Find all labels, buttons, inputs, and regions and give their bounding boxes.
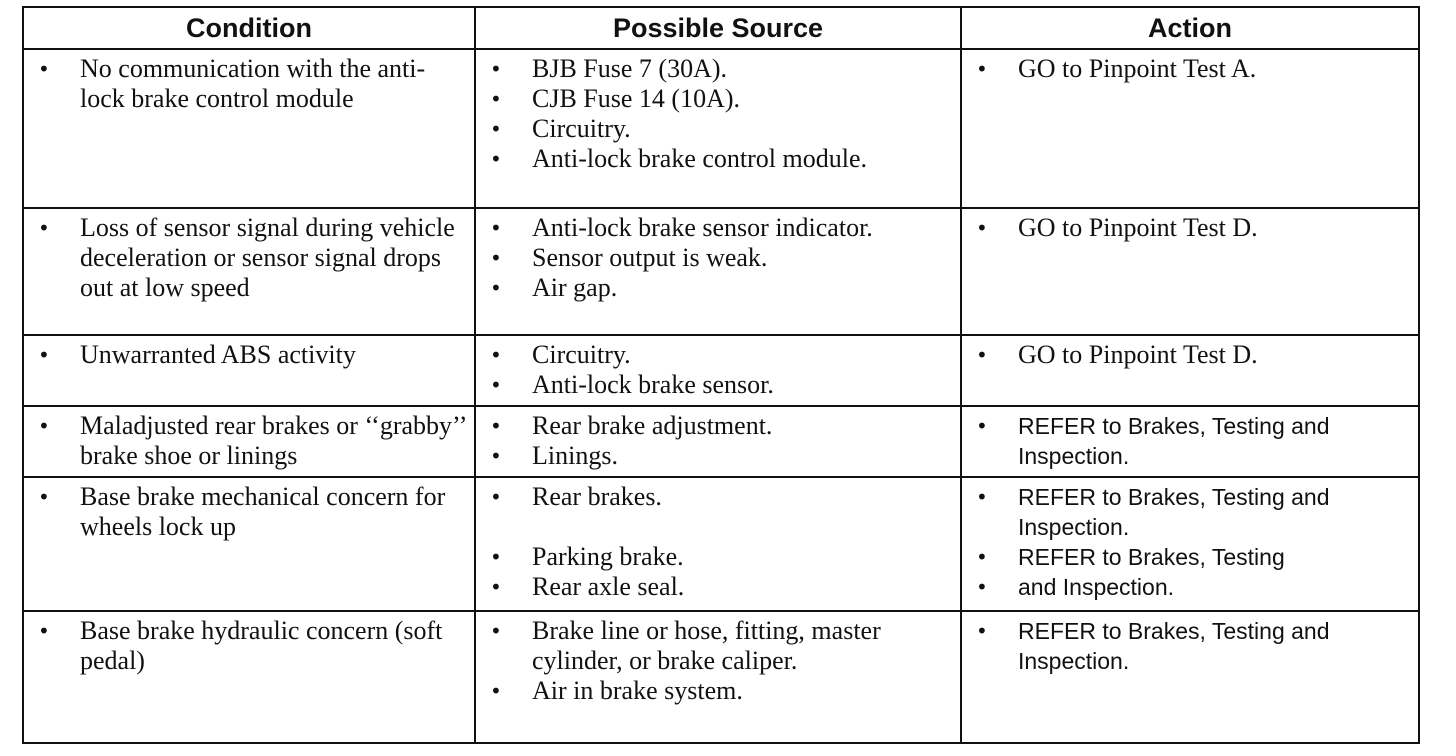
condition-cell — [23, 477, 475, 611]
condition-header: Condition — [23, 7, 475, 49]
action-item: • GO to Pinpoint Test A. — [974, 54, 1410, 84]
source-item: • Rear brake adjustment. — [488, 411, 952, 441]
source-cell — [475, 611, 961, 743]
action-cell — [961, 335, 1419, 406]
condition-item: • Loss of sensor signal during vehicle deceleration or sensor signal drops out at low speed — [36, 213, 466, 303]
source-item: • Sensor output is weak. — [488, 243, 952, 273]
condition-item: • Unwarranted ABS activity — [36, 340, 466, 370]
source-cell — [475, 208, 961, 336]
action-item: • REFER to Brakes, Testing and Inspection. — [974, 411, 1410, 471]
condition-item: • Base brake mechanical concern for wheels lock up — [36, 482, 466, 542]
action-header: Action — [961, 7, 1419, 49]
source-item: • Air in brake system. — [488, 676, 952, 706]
source-item: • BJB Fuse 7 (30A). — [488, 54, 952, 84]
action-item: • REFER to Brakes, Testing — [974, 542, 1410, 572]
action-item: • and Inspection. — [974, 572, 1410, 602]
action-item: • REFER to Brakes, Testing and Inspection. — [974, 616, 1410, 676]
condition-cell — [23, 611, 475, 743]
header-row — [23, 7, 1419, 49]
condition-cell — [23, 406, 475, 477]
table-row — [23, 611, 1419, 743]
condition-cell — [23, 208, 475, 336]
source-item: • Parking brake. — [488, 542, 952, 572]
source-cell — [475, 406, 961, 477]
table-row — [23, 477, 1419, 611]
source-item: • Circuitry. — [488, 114, 952, 144]
source-item: • Air gap. — [488, 273, 952, 303]
action-cell — [961, 477, 1419, 611]
action-item: • GO to Pinpoint Test D. — [974, 213, 1410, 243]
source-cell — [475, 477, 961, 611]
table-row — [23, 406, 1419, 477]
source-item: • Anti-lock brake sensor indicator. — [488, 213, 952, 243]
table-row — [23, 335, 1419, 406]
source-item: • Rear brakes. — [488, 482, 952, 512]
action-item: • GO to Pinpoint Test D. — [974, 340, 1410, 370]
action-cell — [961, 49, 1419, 208]
table-row — [23, 49, 1419, 208]
source-item: • Circuitry. — [488, 340, 952, 370]
possible-source-header: Possible Source — [475, 7, 961, 49]
diagnosis-table — [22, 6, 1420, 744]
source-item: • Rear axle seal. — [488, 572, 952, 602]
source-item: • Anti-lock brake sensor. — [488, 370, 952, 400]
source-item: • Anti-lock brake control module. — [488, 144, 952, 174]
condition-item: • No communication with the anti-lock brake control module — [36, 54, 466, 114]
action-item: • REFER to Brakes, Testing and Inspection. — [974, 482, 1410, 542]
condition-item: • Maladjusted rear brakes or ‘‘grabby’’ brake shoe or linings — [36, 411, 466, 471]
action-cell — [961, 611, 1419, 743]
action-cell — [961, 406, 1419, 477]
source-item: • Brake line or hose, fitting, master cylinder, or brake caliper. — [488, 616, 952, 676]
source-item: • CJB Fuse 14 (10A). — [488, 84, 952, 114]
source-cell — [475, 49, 961, 208]
condition-item: • Base brake hydraulic concern (soft pedal) — [36, 616, 466, 676]
condition-cell — [23, 49, 475, 208]
action-cell — [961, 208, 1419, 336]
condition-cell — [23, 335, 475, 406]
source-cell — [475, 335, 961, 406]
table-row — [23, 208, 1419, 336]
source-item: • Linings. — [488, 441, 952, 471]
